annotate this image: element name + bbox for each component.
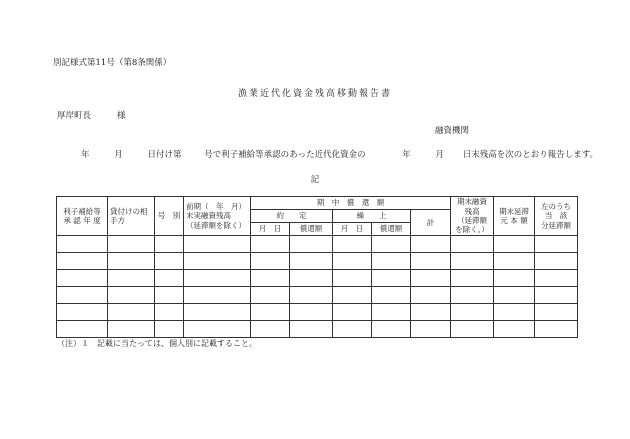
col-early: 繰 上: [333, 210, 411, 223]
report-table: [56, 196, 578, 338]
ki-heading: 記: [310, 175, 320, 185]
form-id: 別記様式第11号（第8条関係）: [53, 58, 172, 68]
col-scheduled: 約 定: [251, 210, 333, 223]
report-statement: [81, 148, 598, 160]
document-title: 漁業近代化資金残高移動報告書: [237, 89, 392, 99]
addressee: [57, 109, 126, 121]
date-number-label: 日付け第: [147, 150, 182, 160]
col-of-which-overdue: 左のうち 当 該 分延滞額: [535, 197, 578, 236]
footnote: （注）１ 記載に当たっては、個人別に記載すること。: [57, 339, 257, 348]
col-amount-early: 償還額: [372, 223, 411, 236]
col-repayment-group: 期 中 償 還 額: [251, 197, 451, 210]
col-number: 号 別: [155, 197, 184, 236]
year-label: 年: [81, 150, 90, 160]
col-total: 計: [411, 210, 451, 236]
table-row: [57, 236, 578, 253]
col-subsidy-year: 利子補給等 承 認 年 度: [57, 197, 108, 236]
addressee-honorific: 様: [117, 111, 126, 121]
table-row: [57, 287, 578, 304]
institution-label: 融資機関: [435, 126, 470, 136]
statement-text: 号で利子補給等承認のあった近代化資金の: [204, 150, 366, 160]
end-month-label: 月: [435, 150, 445, 160]
end-year-label: 年: [402, 150, 411, 160]
col-month-day-early: 月 日: [333, 223, 372, 236]
table-row: [57, 304, 578, 321]
col-lender: 貸付けの相 手方: [108, 197, 155, 236]
table-row: [57, 253, 578, 270]
table-row: [57, 321, 578, 338]
statement-closing: 日末残高を次のとおり報告します。: [462, 150, 599, 160]
col-prev-balance: 前期（ 年 月） 末実融資残高 （延滞額を除く）: [184, 197, 251, 236]
month-label: 月: [114, 150, 123, 160]
table-row: [57, 270, 578, 287]
col-amount-scheduled: 償還額: [290, 223, 333, 236]
col-month-day-scheduled: 月 日: [251, 223, 290, 236]
col-period-end-balance: 期末融資 残高 （延滞額 を除く。）: [451, 197, 494, 236]
addressee-name: 厚岸町長: [57, 111, 92, 121]
col-overdue-principal: 期末延滞 元 本 額: [494, 197, 535, 236]
